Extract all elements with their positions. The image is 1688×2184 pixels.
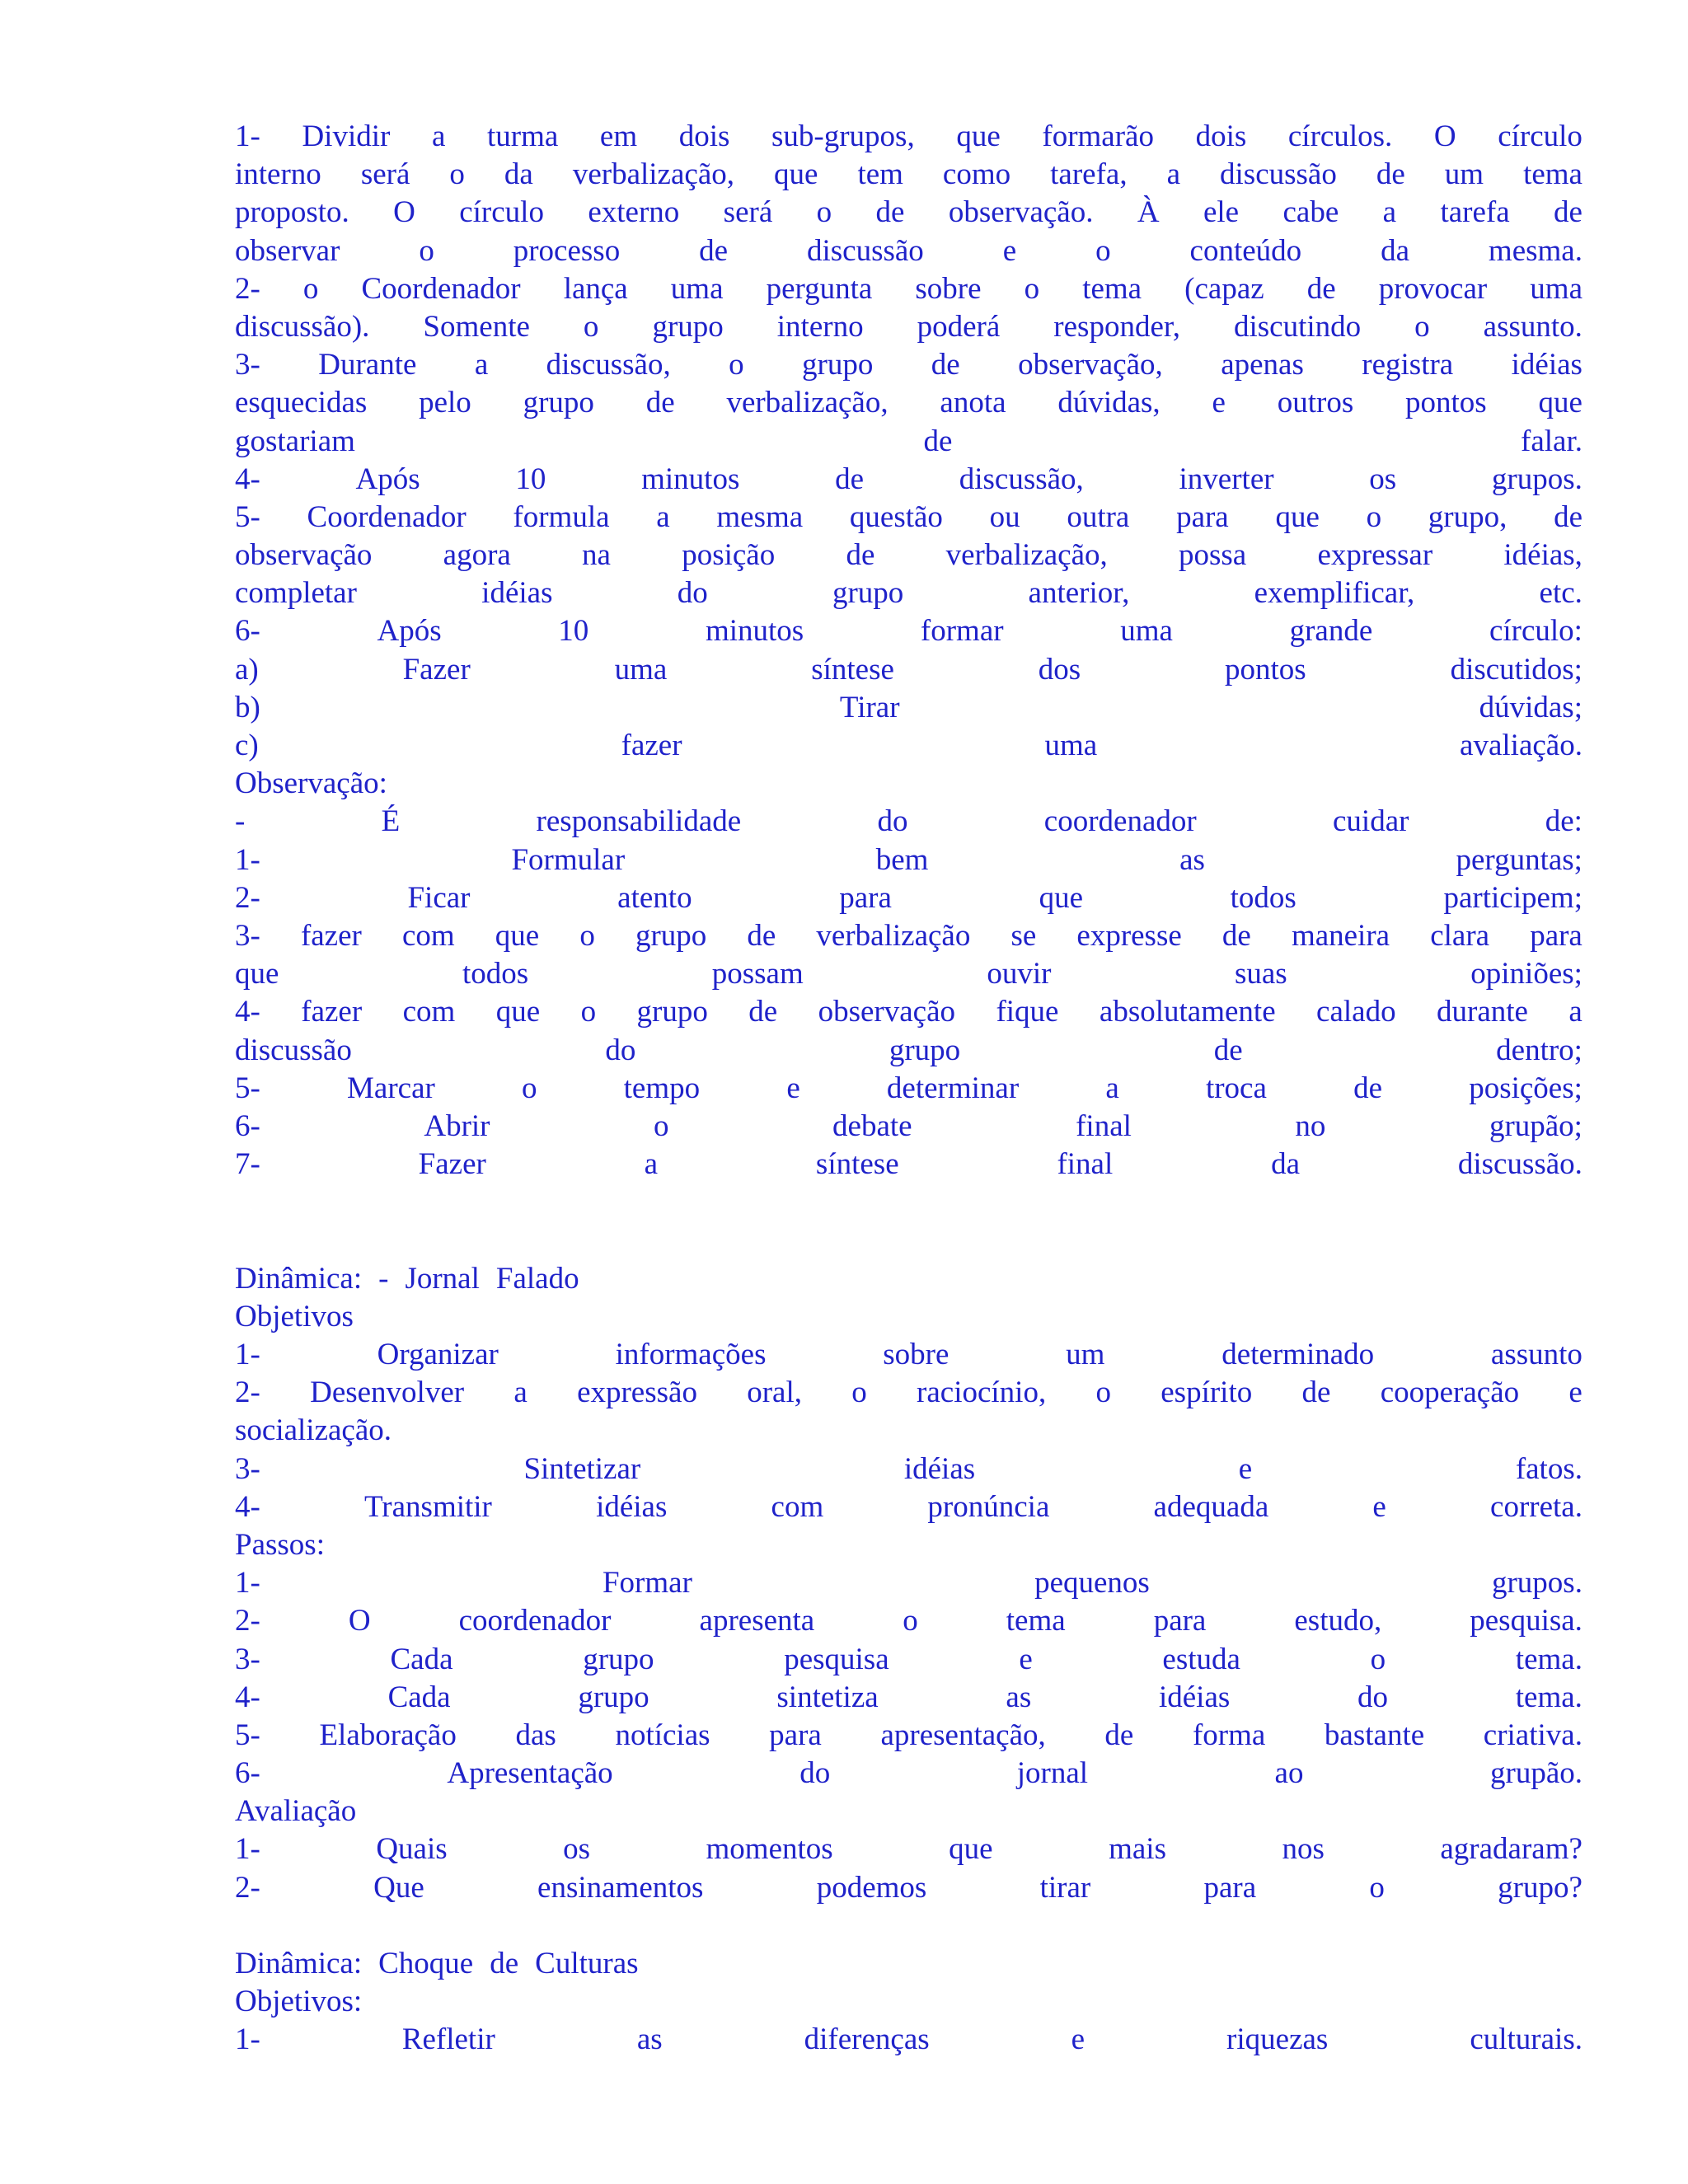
label-line: Avaliação — [235, 1794, 357, 1829]
text-line: completar idéias do grupo anterior, exemplificar, etc. — [235, 576, 1582, 611]
text-line: 1- Formular bem as perguntas; — [235, 842, 1582, 877]
text-line: 3- Durante a discussão, o grupo de observação, apenas registra idéias — [235, 348, 1582, 382]
text-line: 4- Transmitir idéias com pronúncia adequada e correta. — [235, 1489, 1582, 1524]
text-line: 2- o Coordenador lança uma pergunta sobre o tema (capaz de provocar uma — [235, 271, 1582, 306]
text-line: observação agora na posição de verbalização, possa expressar idéias, — [235, 538, 1582, 573]
text-line: 4- Após 10 minutos de discussão, inverter os grupos. — [235, 462, 1582, 496]
text-line: 6- Apresentação do jornal ao grupão. — [235, 1756, 1582, 1791]
text-line: interno será o da verbalização, que tem como tarefa, a discussão de um tema — [235, 157, 1582, 192]
blank-line — [235, 1907, 1582, 1945]
text-line: 2- Que ensinamentos podemos tirar para o grupo? — [235, 1870, 1582, 1905]
label-line: Passos: — [235, 1527, 325, 1562]
text-line: 5- Coordenador formula a mesma questão ou outra para que o grupo, de — [235, 499, 1582, 534]
text-line: 1- Quais os momentos que mais nos agradaram? — [235, 1832, 1582, 1867]
text-line: 4- Cada grupo sintetiza as idéias do tema. — [235, 1680, 1582, 1714]
text-line: proposto. O círculo externo será o de observação. À ele cabe a tarefa de — [235, 195, 1582, 230]
text-line: 6- Após 10 minutos formar uma grande círculo: — [235, 614, 1582, 649]
text-line: 1- Refletir as diferenças e riquezas culturais. — [235, 2022, 1582, 2057]
text-line: 3- fazer com que o grupo de verbalização se expresse de maneira clara para — [235, 918, 1582, 953]
label-line: socialização. — [235, 1413, 392, 1448]
blank-line — [235, 1221, 1582, 1259]
text-line: 1- Organizar informações sobre um determinado assunto — [235, 1338, 1582, 1371]
text-line: 1- Formar pequenos grupos. — [235, 1566, 1582, 1601]
text-line: 6- Abrir o debate final no grupão; — [235, 1108, 1582, 1143]
text-line: que todos possam ouvir suas opiniões; — [235, 957, 1582, 991]
text-line: 3- Cada grupo pesquisa e estuda o tema. — [235, 1642, 1582, 1676]
text-line: 2- Ficar atento para que todos participem; — [235, 880, 1582, 915]
text-line: a) Fazer uma síntese dos pontos discutidos; — [235, 652, 1582, 687]
label-line: Objetivos — [235, 1299, 354, 1333]
label-line: Observação: — [235, 766, 387, 801]
text-line: b) Tirar dúvidas; — [235, 690, 1582, 724]
text-line: 3- Sintetizar idéias e fatos. — [235, 1451, 1582, 1486]
text-line: gostariam de falar. — [235, 424, 1582, 458]
text-line: c) fazer uma avaliação. — [235, 729, 1582, 762]
label-line: Objetivos: — [235, 1985, 363, 2019]
text-line: 7- Fazer a síntese final da discussão. — [235, 1147, 1582, 1182]
blank-line — [235, 1183, 1582, 1221]
text-line: discussão do grupo de dentro; — [235, 1033, 1582, 1067]
text-line: observar o processo de discussão e o conteúdo da mesma. — [235, 233, 1582, 268]
text-line: 1- Dividir a turma em dois sub-grupos, que formarão dois círculos. O círculo — [235, 120, 1582, 153]
document-page — [235, 118, 1582, 2060]
text-line: 5- Elaboração das notícias para apresentação, de forma bastante criativa. — [235, 1718, 1582, 1752]
heading-line: Dinâmica: Choque de Culturas — [235, 1947, 639, 1980]
text-line: discussão). Somente o grupo interno poderá responder, discutindo o assunto. — [235, 309, 1582, 344]
text-line: - É responsabilidade do coordenador cuidar de: — [235, 804, 1582, 839]
text-line: 4- fazer com que o grupo de observação fique absolutamente calado durante a — [235, 995, 1582, 1029]
text-line: 2- Desenvolver a expressão oral, o raciocínio, o espírito de cooperação e — [235, 1376, 1582, 1410]
text-line: 5- Marcar o tempo e determinar a troca de posições; — [235, 1071, 1582, 1105]
text-line: esquecidas pelo grupo de verbalização, anota dúvidas, e outros pontos que — [235, 386, 1582, 420]
heading-line: Dinâmica: - Jornal Falado — [235, 1261, 579, 1296]
text-line: 2- O coordenador apresenta o tema para estudo, pesquisa. — [235, 1604, 1582, 1638]
